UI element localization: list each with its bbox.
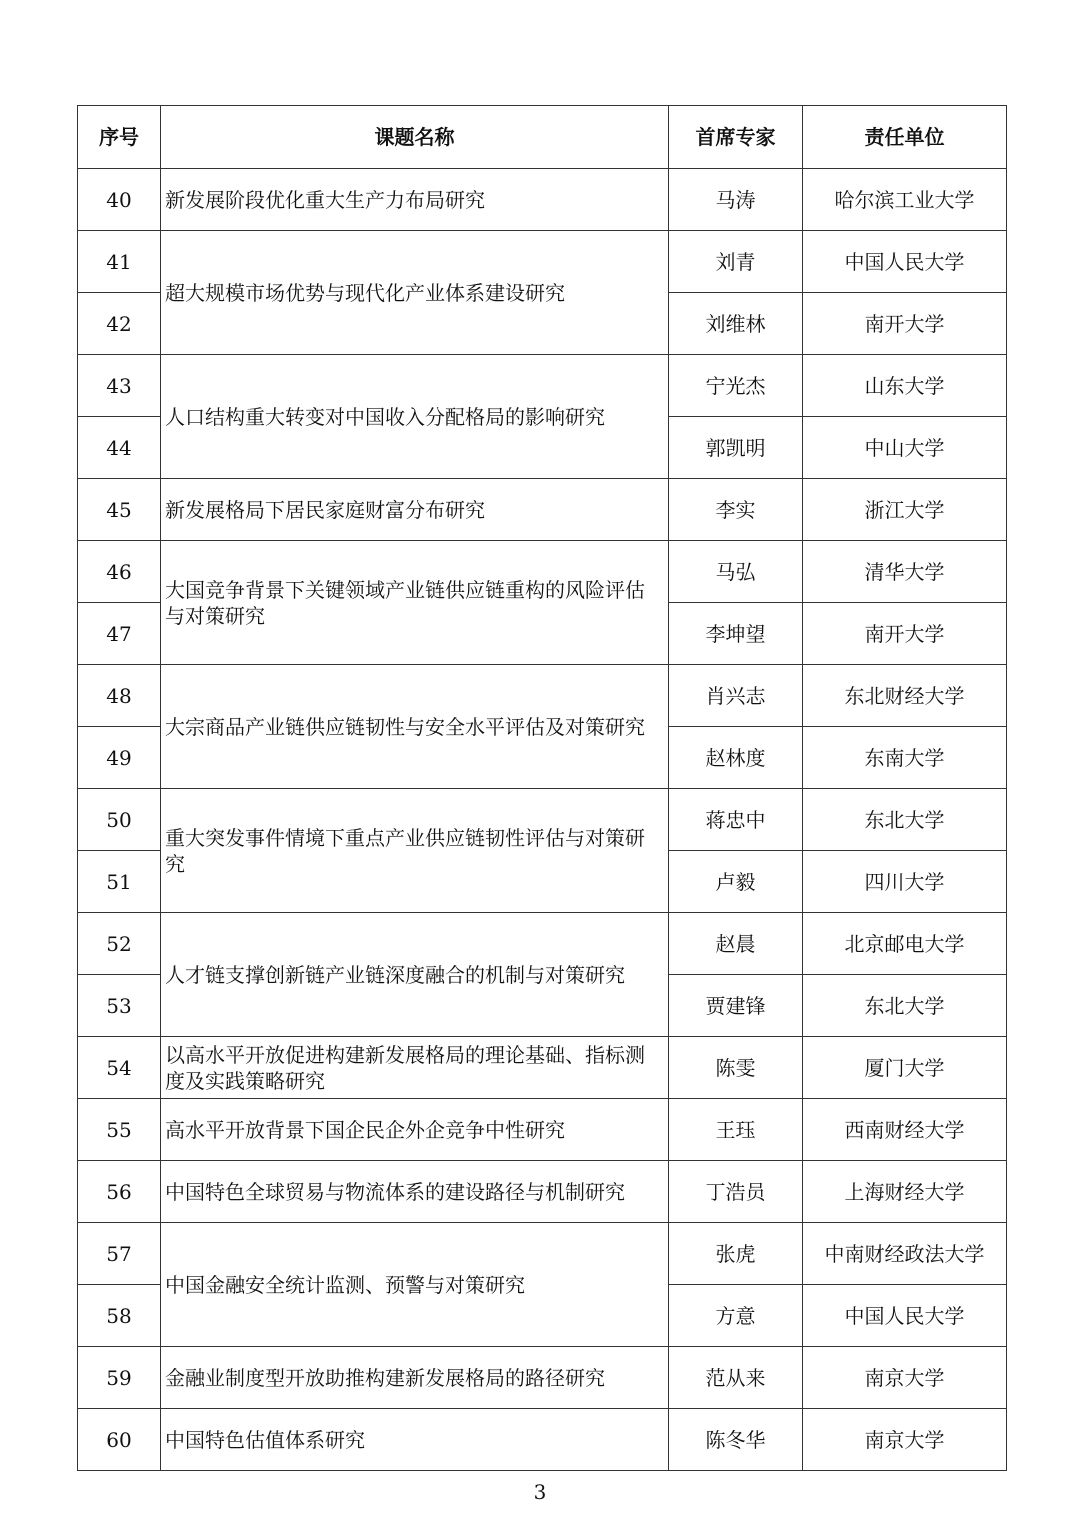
row-title: 大宗商品产业链供应链韧性与安全水平评估及对策研究 bbox=[161, 665, 669, 789]
row-no: 50 bbox=[78, 789, 161, 851]
row-unit: 山东大学 bbox=[803, 355, 1007, 417]
row-unit: 中国人民大学 bbox=[803, 231, 1007, 293]
table-row bbox=[78, 665, 1007, 727]
row-no: 44 bbox=[78, 417, 161, 479]
row-unit: 上海财经大学 bbox=[803, 1161, 1007, 1223]
row-unit: 哈尔滨工业大学 bbox=[803, 169, 1007, 231]
row-expert: 贾建锋 bbox=[669, 975, 803, 1037]
row-unit: 清华大学 bbox=[803, 541, 1007, 603]
header-expert: 首席专家 bbox=[669, 106, 803, 169]
row-no: 42 bbox=[78, 293, 161, 355]
row-no: 53 bbox=[78, 975, 161, 1037]
table-row bbox=[78, 1347, 1007, 1409]
row-expert: 卢毅 bbox=[669, 851, 803, 913]
table-header-row bbox=[78, 106, 1007, 169]
row-title: 新发展格局下居民家庭财富分布研究 bbox=[161, 479, 669, 541]
page-number: 3 bbox=[533, 1480, 547, 1504]
row-no: 46 bbox=[78, 541, 161, 603]
row-unit: 北京邮电大学 bbox=[803, 913, 1007, 975]
row-expert: 王珏 bbox=[669, 1099, 803, 1161]
header-title: 课题名称 bbox=[161, 106, 669, 169]
row-title: 超大规模市场优势与现代化产业体系建设研究 bbox=[161, 231, 669, 355]
row-expert: 方意 bbox=[669, 1285, 803, 1347]
row-expert: 蒋忠中 bbox=[669, 789, 803, 851]
table-row bbox=[78, 169, 1007, 231]
row-expert: 陈雯 bbox=[669, 1037, 803, 1099]
row-title: 人才链支撑创新链产业链深度融合的机制与对策研究 bbox=[161, 913, 669, 1037]
row-no: 51 bbox=[78, 851, 161, 913]
row-expert: 刘青 bbox=[669, 231, 803, 293]
row-title: 中国特色估值体系研究 bbox=[161, 1409, 669, 1471]
row-title: 人口结构重大转变对中国收入分配格局的影响研究 bbox=[161, 355, 669, 479]
row-title: 新发展阶段优化重大生产力布局研究 bbox=[161, 169, 669, 231]
table-row bbox=[78, 913, 1007, 975]
row-unit: 西南财经大学 bbox=[803, 1099, 1007, 1161]
row-title: 大国竞争背景下关键领域产业链供应链重构的风险评估与对策研究 bbox=[161, 541, 669, 665]
row-expert: 肖兴志 bbox=[669, 665, 803, 727]
row-no: 45 bbox=[78, 479, 161, 541]
row-unit: 南开大学 bbox=[803, 293, 1007, 355]
row-expert: 赵林度 bbox=[669, 727, 803, 789]
row-unit: 东北财经大学 bbox=[803, 665, 1007, 727]
table-row bbox=[78, 1223, 1007, 1285]
row-unit: 东北大学 bbox=[803, 975, 1007, 1037]
row-no: 57 bbox=[78, 1223, 161, 1285]
table-row bbox=[78, 231, 1007, 293]
table-row bbox=[78, 541, 1007, 603]
row-unit: 浙江大学 bbox=[803, 479, 1007, 541]
table-row bbox=[78, 1099, 1007, 1161]
row-unit: 南开大学 bbox=[803, 603, 1007, 665]
row-title: 金融业制度型开放助推构建新发展格局的路径研究 bbox=[161, 1347, 669, 1409]
row-unit: 中国人民大学 bbox=[803, 1285, 1007, 1347]
row-expert: 李坤望 bbox=[669, 603, 803, 665]
row-unit: 南京大学 bbox=[803, 1347, 1007, 1409]
row-title: 高水平开放背景下国企民企外企竞争中性研究 bbox=[161, 1099, 669, 1161]
row-expert: 张虎 bbox=[669, 1223, 803, 1285]
project-table bbox=[77, 105, 1007, 1471]
header-unit: 责任单位 bbox=[803, 106, 1007, 169]
row-expert: 陈冬华 bbox=[669, 1409, 803, 1471]
row-expert: 宁光杰 bbox=[669, 355, 803, 417]
row-no: 54 bbox=[78, 1037, 161, 1099]
row-expert: 郭凯明 bbox=[669, 417, 803, 479]
row-unit: 中南财经政法大学 bbox=[803, 1223, 1007, 1285]
row-no: 49 bbox=[78, 727, 161, 789]
row-no: 60 bbox=[78, 1409, 161, 1471]
row-no: 58 bbox=[78, 1285, 161, 1347]
row-unit: 中山大学 bbox=[803, 417, 1007, 479]
row-unit: 东北大学 bbox=[803, 789, 1007, 851]
row-no: 47 bbox=[78, 603, 161, 665]
row-title: 以高水平开放促进构建新发展格局的理论基础、指标测度及实践策略研究 bbox=[161, 1037, 669, 1099]
row-expert: 赵晨 bbox=[669, 913, 803, 975]
row-title: 重大突发事件情境下重点产业供应链韧性评估与对策研究 bbox=[161, 789, 669, 913]
table-row bbox=[78, 789, 1007, 851]
row-no: 48 bbox=[78, 665, 161, 727]
row-unit: 东南大学 bbox=[803, 727, 1007, 789]
row-title: 中国金融安全统计监测、预警与对策研究 bbox=[161, 1223, 669, 1347]
row-no: 40 bbox=[78, 169, 161, 231]
row-expert: 马弘 bbox=[669, 541, 803, 603]
row-expert: 马涛 bbox=[669, 169, 803, 231]
table-row bbox=[78, 1161, 1007, 1223]
row-title: 中国特色全球贸易与物流体系的建设路径与机制研究 bbox=[161, 1161, 669, 1223]
table-row bbox=[78, 1037, 1007, 1099]
header-no: 序号 bbox=[78, 106, 161, 169]
row-no: 59 bbox=[78, 1347, 161, 1409]
row-no: 56 bbox=[78, 1161, 161, 1223]
row-unit: 四川大学 bbox=[803, 851, 1007, 913]
row-expert: 李实 bbox=[669, 479, 803, 541]
row-expert: 范从来 bbox=[669, 1347, 803, 1409]
row-no: 43 bbox=[78, 355, 161, 417]
table-row bbox=[78, 479, 1007, 541]
row-no: 55 bbox=[78, 1099, 161, 1161]
table-row bbox=[78, 1409, 1007, 1471]
row-expert: 丁浩员 bbox=[669, 1161, 803, 1223]
row-unit: 南京大学 bbox=[803, 1409, 1007, 1471]
row-no: 52 bbox=[78, 913, 161, 975]
table-row bbox=[78, 355, 1007, 417]
row-no: 41 bbox=[78, 231, 161, 293]
row-expert: 刘维林 bbox=[669, 293, 803, 355]
row-unit: 厦门大学 bbox=[803, 1037, 1007, 1099]
